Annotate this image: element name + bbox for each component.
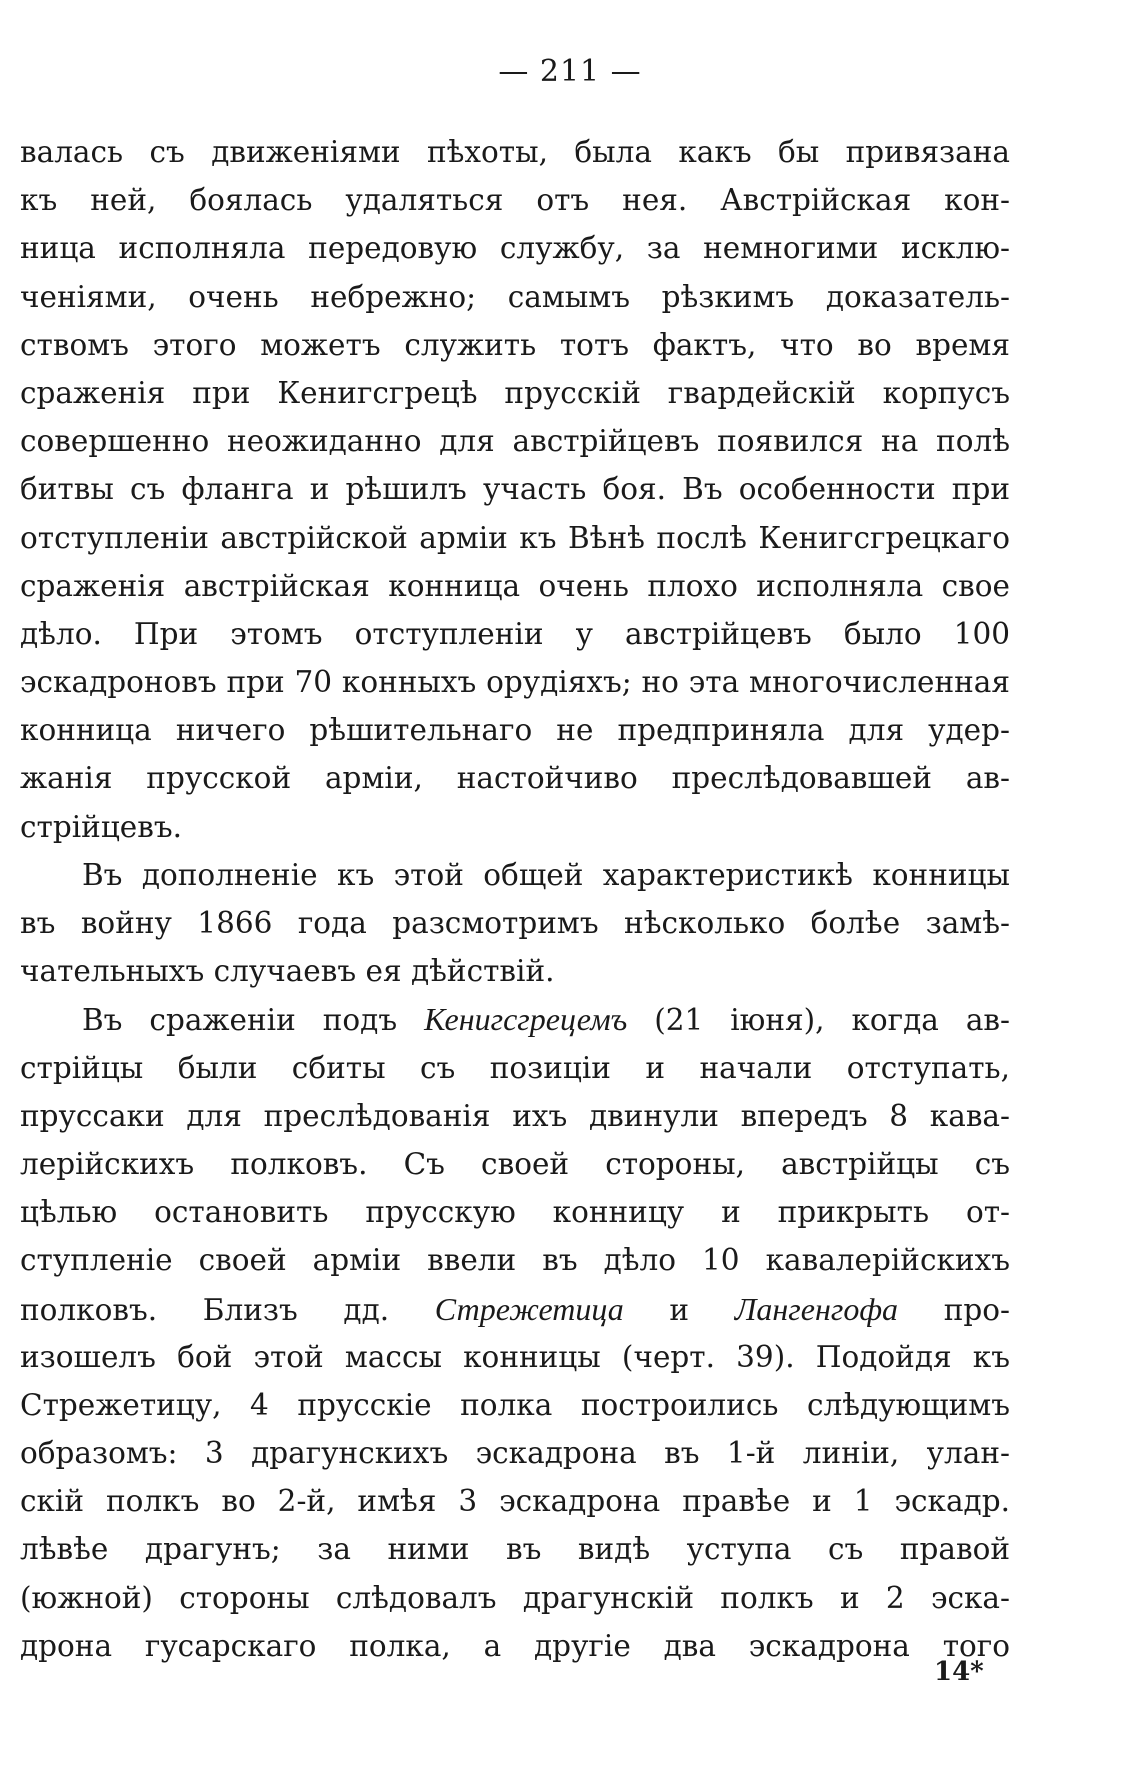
text-line: конница ничего рѣшительнаго не предприняла для удер- bbox=[20, 713, 1010, 748]
text-line: совершенно неожиданно для австрійцевъ появился на полѣ bbox=[20, 424, 1010, 459]
text-line: сраженія австрійская конница очень плохо исполняла свое bbox=[20, 568, 1010, 603]
text-line: къ ней, боялась удаляться отъ нея. Австрійская кон- bbox=[20, 183, 1010, 218]
text-line: стрійцевъ. bbox=[20, 809, 183, 844]
body-text bbox=[20, 128, 1010, 1670]
text-line: лерійскихъ полковъ. Съ своей стороны, австрійцы съ bbox=[20, 1146, 1010, 1181]
text-line: жанія прусской арміи, настойчиво преслѣдовавшей ав- bbox=[20, 761, 1010, 796]
text-line: полковъ. Близъ дд. Стрежетица и Лангенгофа про- bbox=[20, 1290, 1010, 1327]
text-line: чательныхъ случаевъ ея дѣйствій. bbox=[20, 954, 555, 989]
page-number: — 211 — bbox=[498, 54, 642, 89]
printer-signature-mark: 14* bbox=[934, 1657, 984, 1687]
text-line: сраженія при Кенигсгрецѣ прусскій гвардейскій корпусъ bbox=[20, 375, 1010, 410]
text-line: лѣвѣе драгунъ; за ними въ видѣ уступа съ правой bbox=[20, 1532, 1010, 1567]
text-line: ступленіе своей арміи ввели въ дѣло 10 кавалерійскихъ bbox=[20, 1243, 1010, 1278]
text-line: Стрежетицу, 4 прусскіе полка построились слѣдующимъ bbox=[20, 1387, 1010, 1422]
text-line: дрона гусарскаго полка, а другіе два эскадрона того bbox=[20, 1628, 1010, 1663]
text-line: валась съ движеніями пѣхоты, была какъ бы привязана bbox=[20, 135, 1010, 169]
text-line: отступленіи австрійской арміи къ Вѣнѣ послѣ Кенигсгрецкаго bbox=[20, 520, 1010, 555]
text-line: Въ сраженіи подъ Кенигсгрецемъ (21 іюня), когда ав- bbox=[82, 1001, 1010, 1038]
text-line: изошелъ бой этой массы конницы (черт. 39). Подойдя къ bbox=[20, 1339, 1010, 1374]
text-line: эскадроновъ при 70 конныхъ орудіяхъ; но эта многочисленная bbox=[20, 665, 1010, 700]
text-line: стрійцы были сбиты съ позиціи и начали отступать, bbox=[20, 1050, 1010, 1085]
text-line: ченіями, очень небрежно; самымъ рѣзкимъ доказатель- bbox=[20, 279, 1010, 314]
text-line: ствомъ этого можетъ служить тотъ фактъ, что во время bbox=[20, 327, 1010, 362]
text-line: Въ дополненіе къ этой общей характеристикѣ конницы bbox=[82, 857, 1010, 892]
text-line: пруссаки для преслѣдованія ихъ двинули впередъ 8 кава- bbox=[20, 1098, 1010, 1133]
text-line: битвы съ фланга и рѣшилъ участь боя. Въ особенности при bbox=[20, 472, 1010, 507]
text-line: образомъ: 3 драгунскихъ эскадрона въ 1-й линіи, улан- bbox=[20, 1436, 1010, 1471]
text-line: въ войну 1866 года разсмотримъ нѣсколько болѣе замѣ- bbox=[20, 906, 1010, 940]
text-line: дѣло. При этомъ отступленіи у австрійцевъ было 100 bbox=[20, 616, 1010, 651]
text-line: цѣлью остановить прусскую конницу и прикрыть от- bbox=[20, 1195, 1010, 1230]
text-line: (южной) стороны слѣдовалъ драгунскій полкъ и 2 эска- bbox=[20, 1580, 1010, 1615]
text-line: скій полкъ во 2-й, имѣя 3 эскадрона правѣе и 1 эскадр. bbox=[20, 1484, 1010, 1519]
text-line: ница исполняла передовую службу, за немногими исклю- bbox=[20, 231, 1010, 266]
